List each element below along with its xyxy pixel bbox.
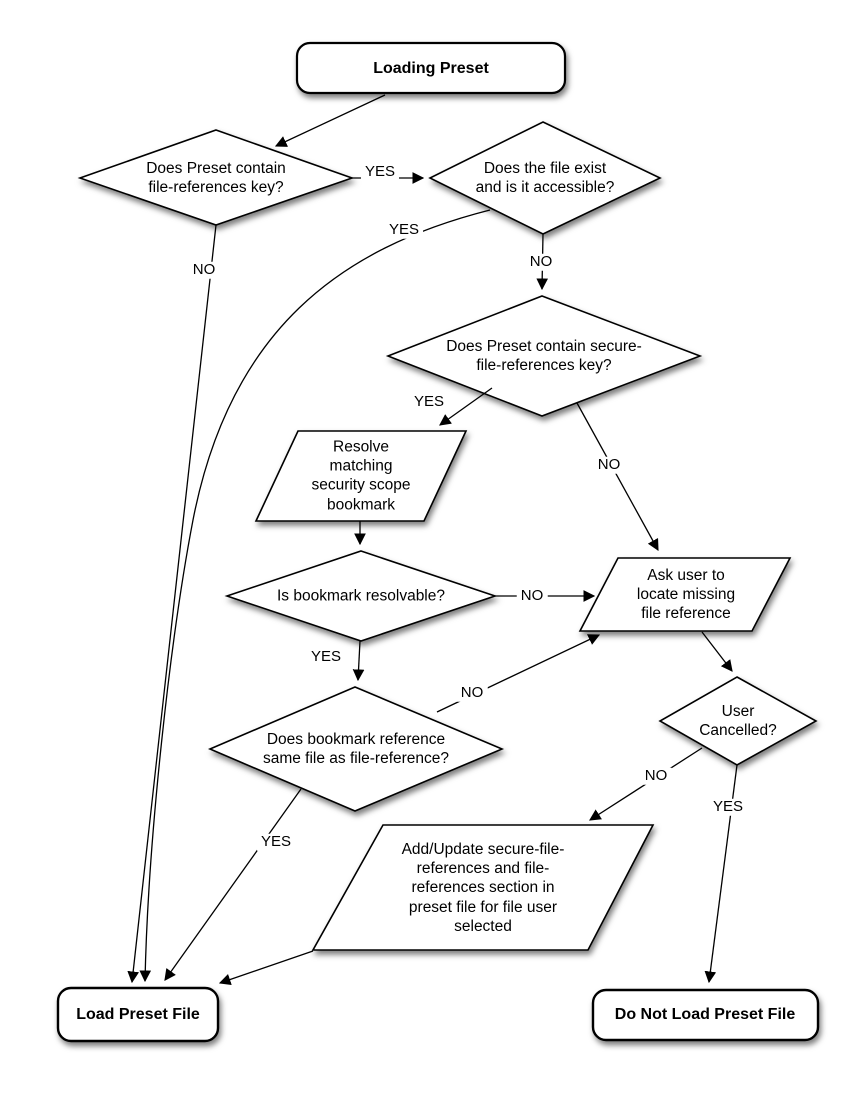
label-resolve-bookmark: Resolve matching security scope bookmark — [311, 438, 411, 514]
label-user-cancelled: User Cancelled? — [699, 702, 777, 739]
terminator-load-preset-file — [58, 988, 218, 1041]
io-resolve-security-scope-bookmark — [256, 431, 466, 521]
io-ask-user-locate-file — [580, 558, 790, 631]
edge-label-d2-d3-no: NO — [526, 254, 557, 271]
terminator-do-not-load-preset-file — [593, 990, 818, 1040]
edge-d2-to-d3-no — [542, 234, 543, 289]
label-loading-preset: Loading Preset — [373, 60, 489, 78]
edge-label-d4-d6-yes: YES — [307, 649, 345, 666]
edge-label-d5-noload-yes: YES — [709, 799, 747, 816]
edge-label-d3-p2-no: NO — [594, 457, 625, 474]
edge-label-d5-p3-no: NO — [641, 768, 672, 785]
label-contains-secure-file-refs: Does Preset contain secure- file-references key? — [446, 337, 642, 374]
decision-bookmark-same-file — [210, 687, 502, 811]
edge-d6-to-p2-no — [437, 635, 599, 712]
edge-d3-to-p1-yes — [440, 388, 492, 425]
label-do-not-load-preset-file: Do Not Load Preset File — [614, 1006, 796, 1024]
edge-label-d1-d2-yes: YES — [361, 164, 399, 181]
edge-label-d6-load-yes: YES — [257, 834, 295, 851]
decision-user-cancelled — [660, 677, 816, 765]
label-add-update-references: Add/Update secure-file- references and file- references section in preset file for file user selected — [401, 840, 565, 935]
edge-d3-to-p2-no — [577, 403, 658, 550]
edge-label-d6-p2-no: NO — [457, 685, 488, 702]
label-contains-file-references: Does Preset contain file-references key? — [146, 159, 286, 196]
label-file-exists-accessible: Does the file exist and is it accessible? — [475, 159, 615, 196]
terminator-loading-preset — [297, 43, 565, 93]
edge-start-to-d1 — [276, 95, 385, 146]
label-ask-user-locate-file: Ask user to locate missing file reference — [636, 567, 736, 623]
edge-d1-to-load-no — [132, 225, 216, 982]
edge-d4-to-d6-yes — [358, 641, 360, 680]
io-add-update-references — [313, 825, 653, 950]
edge-label-d4-p2-no: NO — [517, 588, 548, 605]
edge-p3-to-load — [220, 951, 313, 983]
edge-label-d1-load-no: NO — [189, 262, 220, 279]
decision-bookmark-resolvable — [227, 551, 495, 641]
edge-label-d3-p1-yes: YES — [410, 394, 448, 411]
label-bookmark-same-file: Does bookmark reference same file as file-reference? — [262, 730, 450, 767]
edge-label-d2-load-yes: YES — [385, 222, 423, 239]
decision-contains-secure-file-references — [388, 296, 700, 416]
label-load-preset-file: Load Preset File — [76, 1006, 200, 1024]
edge-d5-to-noload-yes — [709, 765, 737, 982]
edge-d6-to-load-yes — [165, 789, 301, 980]
label-bookmark-resolvable: Is bookmark resolvable? — [277, 587, 445, 605]
edge-p2-to-d5 — [702, 632, 732, 671]
decision-contains-file-references — [80, 130, 352, 225]
edge-d5-to-p3-no — [590, 748, 702, 820]
